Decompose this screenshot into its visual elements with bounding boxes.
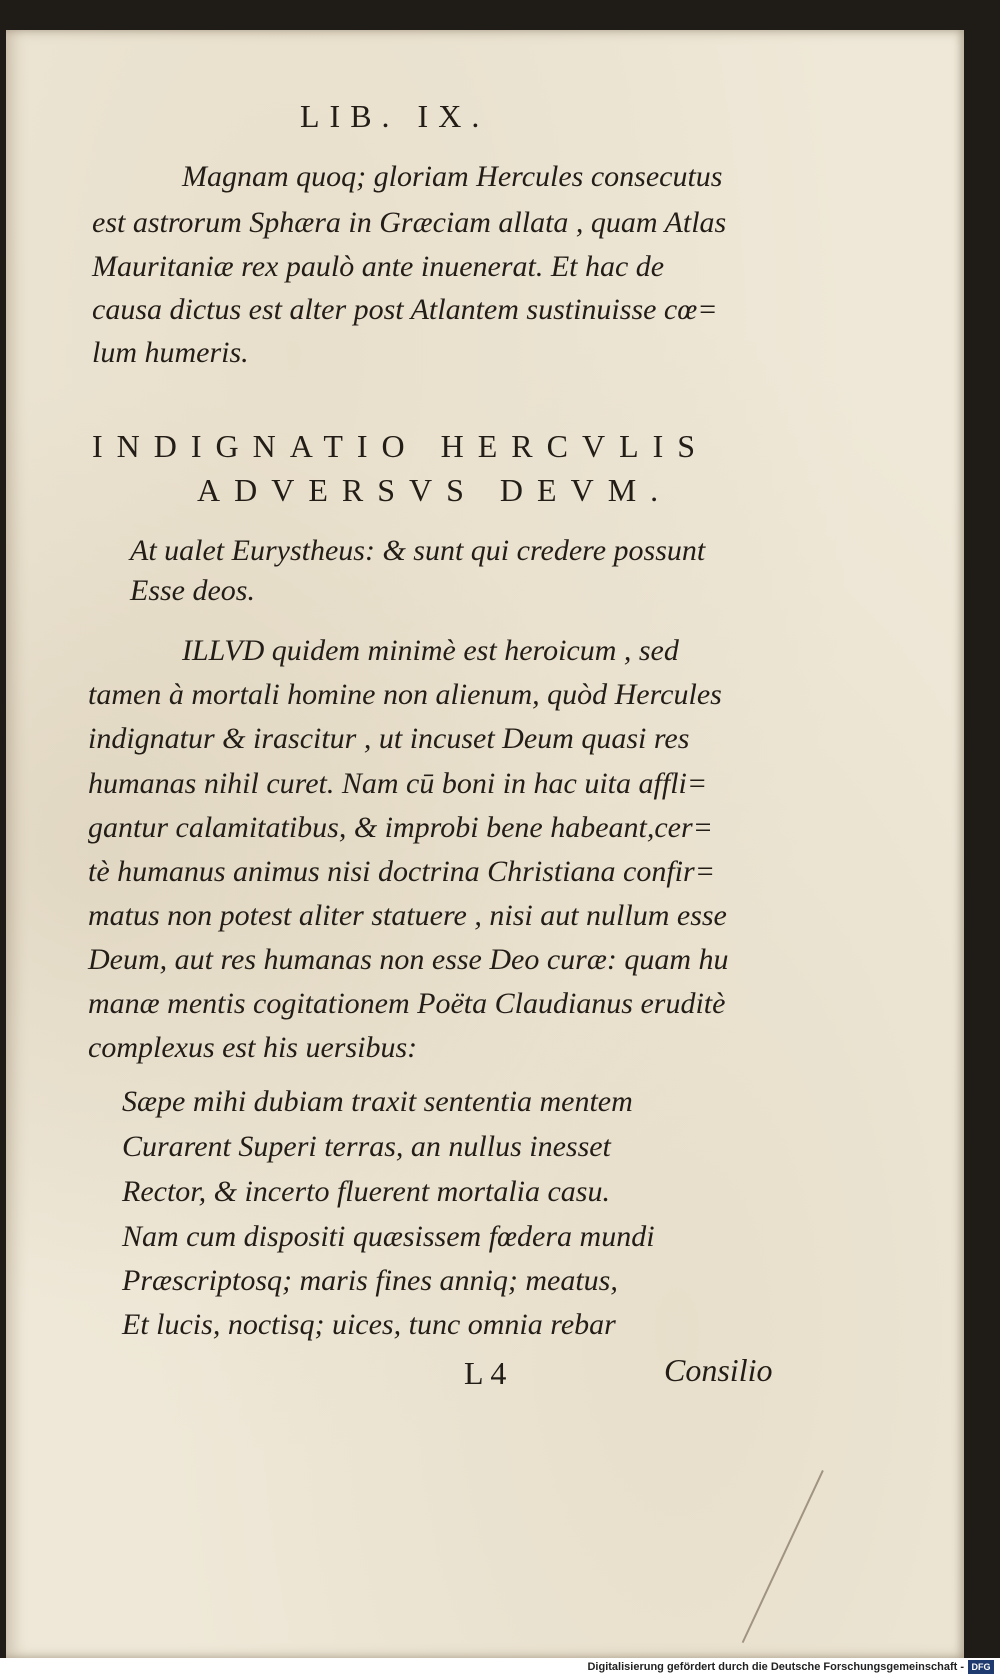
paragraph2-line: matus non potest aliter statuere , nisi aut nullum esse — [88, 899, 727, 932]
quote-line: Esse deos. — [130, 574, 255, 607]
paragraph2-line: Deum, aut res humanas non esse Deo curæ: quam hu — [88, 943, 729, 976]
verse-line: Præscriptosq; maris fines anniq; meatus, — [122, 1264, 618, 1297]
verse-line: Curarent Superi terras, an nullus inesset — [122, 1130, 611, 1163]
paragraph2-line: humanas nihil curet. Nam cū boni in hac uita affli= — [88, 767, 708, 800]
quote-line: At ualet Eurystheus: & sunt qui credere possunt — [130, 534, 706, 567]
paragraph2-line: tè humanus animus nisi doctrina Christiana confir= — [88, 855, 715, 888]
section-heading-line2: ADVERSVS DEVM. — [197, 472, 673, 508]
catchword: Consilio — [664, 1352, 773, 1388]
footer-credit: Digitalisierung gefördert durch die Deutsche Forschungsgemeinschaft - — [587, 1661, 964, 1673]
verse-line: Et lucis, noctisq; uices, tunc omnia rebar — [122, 1308, 616, 1341]
running-header: LIB. IX. — [300, 98, 490, 134]
paragraph2-line: manæ mentis cogitationem Poëta Claudianus eruditè — [88, 987, 726, 1020]
paragraph2-line: gantur calamitatibus, & improbi bene habeant,cer= — [88, 811, 713, 844]
paragraph2-line: complexus est his uersibus: — [88, 1031, 418, 1064]
verse-line: Rector, & incerto fluerent mortalia casu. — [122, 1175, 610, 1208]
signature-mark: L 4 — [464, 1355, 507, 1391]
paragraph1-line: causa dictus est alter post Atlantem sustinuisse cœ= — [92, 293, 718, 326]
verse-line: Nam cum dispositi quæsissem fœdera mundi — [122, 1220, 655, 1253]
paragraph2-line: ILLVD quidem minimè est heroicum , sed — [182, 634, 679, 667]
paragraph2-line: indignatur & irascitur , ut incuset Deum quasi res — [88, 722, 690, 755]
paragraph1-line: Magnam quoq; gloriam Hercules consecutus — [182, 160, 723, 193]
section-heading-line1: INDIGNATIO HERCVLIS — [92, 428, 710, 464]
paragraph1-line: lum humeris. — [92, 336, 249, 369]
paragraph1-line: est astrorum Sphæra in Græciam allata , quam Atlas — [92, 206, 727, 239]
paragraph2-line: tamen à mortali homine non alienum, quòd Hercules — [88, 678, 722, 711]
paragraph1-line: Mauritaniæ rex paulò ante inuenerat. Et hac de — [92, 250, 665, 283]
verse-line: Sæpe mihi dubiam traxit sententia mentem — [122, 1085, 633, 1118]
dfg-logo[interactable]: DFG — [968, 1660, 994, 1674]
